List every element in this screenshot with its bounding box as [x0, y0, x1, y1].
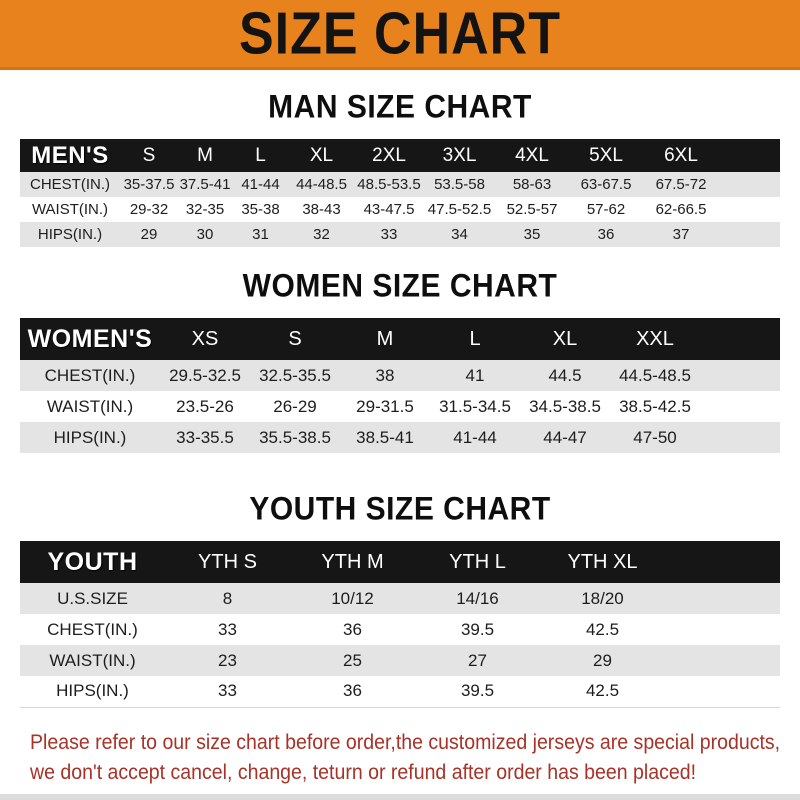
filler-cell — [665, 614, 780, 645]
filler-cell — [665, 676, 780, 707]
row-label: HIPS(IN.) — [37, 226, 103, 243]
men-header-row — [20, 139, 780, 172]
column-header: XL — [309, 144, 334, 166]
column-header: YTH L — [449, 550, 506, 573]
women-corner-label: WOMEN'S — [27, 324, 153, 353]
women-section-heading: WOMEN SIZE CHART — [242, 268, 558, 305]
women-size-table — [20, 318, 780, 453]
filler-cell — [700, 360, 780, 391]
table-cell: 33 — [218, 619, 237, 639]
column-header: 3XL — [442, 144, 477, 166]
table-cell: 63-67.5 — [580, 176, 632, 193]
table-cell: 29.5-32.5 — [169, 365, 241, 385]
youth-corner-label: YOUTH — [47, 547, 138, 576]
table-cell: 38 — [375, 365, 395, 385]
row-label: WAIST(IN.) — [49, 650, 136, 670]
row-label: WAIST(IN.) — [31, 201, 109, 218]
table-cell: 35.5-38.5 — [259, 427, 331, 447]
table-cell: 58-63 — [512, 176, 552, 193]
filler-cell — [700, 391, 780, 422]
table-cell: 38-43 — [302, 201, 341, 218]
column-header: M — [197, 144, 213, 166]
table-cell: 31 — [252, 226, 269, 243]
table-cell: 48.5-53.5 — [357, 176, 421, 193]
table-cell: 43-47.5 — [363, 201, 415, 218]
table-cell: 32.5-35.5 — [259, 365, 331, 385]
row-label: CHEST(IN.) — [44, 365, 136, 385]
table-row — [20, 197, 780, 222]
column-header: S — [288, 327, 302, 350]
table-cell: 14/16 — [456, 588, 499, 608]
women-size-chart-section — [0, 270, 800, 453]
table-row — [20, 645, 780, 676]
table-row — [20, 222, 780, 247]
filler-cell — [719, 172, 780, 197]
column-header: 4XL — [515, 144, 549, 166]
table-cell: 52.5-57 — [506, 201, 558, 218]
column-header: L — [469, 327, 481, 350]
column-header: L — [255, 144, 266, 166]
table-row — [20, 360, 780, 391]
table-row — [20, 583, 780, 614]
table-cell: 29-32 — [129, 201, 169, 218]
filler-cell — [719, 139, 780, 172]
youth-section-heading: YOUTH SIZE CHART — [249, 491, 551, 528]
table-cell: 29-31.5 — [356, 396, 414, 416]
table-cell: 33-35.5 — [176, 427, 234, 447]
table-cell: 38.5-42.5 — [619, 396, 691, 416]
table-cell: 36 — [343, 619, 362, 639]
table-cell: 30 — [196, 226, 214, 243]
table-cell: 25 — [343, 650, 362, 670]
table-cell: 35-38 — [241, 201, 280, 218]
table-row — [20, 676, 780, 707]
table-cell: 37.5-41 — [179, 176, 231, 193]
filler-cell — [665, 583, 780, 614]
column-header: 5XL — [589, 144, 623, 166]
table-cell: 34.5-38.5 — [529, 396, 601, 416]
filler-cell — [700, 422, 780, 453]
table-cell: 32 — [313, 226, 330, 243]
order-policy-note-line2: we don't accept cancel, change, teturn or refund after order has been placed! — [30, 760, 697, 784]
youth-size-table — [20, 541, 780, 708]
table-cell: 41-44 — [241, 176, 280, 193]
filler-cell — [700, 318, 780, 360]
row-label: WAIST(IN.) — [46, 396, 134, 416]
table-cell: 23 — [218, 650, 237, 670]
table-cell: 42.5 — [585, 619, 620, 639]
table-row — [20, 614, 780, 645]
filler-cell — [719, 222, 780, 247]
page-title: SIZE CHART — [239, 0, 561, 67]
women-header-row — [20, 318, 780, 360]
table-cell: 44-47 — [543, 427, 587, 447]
table-cell: 44.5-48.5 — [619, 365, 691, 385]
row-label: CHEST(IN.) — [47, 619, 138, 639]
table-cell: 38.5-41 — [356, 427, 414, 447]
table-cell: 10/12 — [331, 588, 374, 608]
column-header: XS — [191, 327, 219, 350]
table-cell: 29 — [140, 226, 158, 243]
men-size-table — [20, 139, 780, 247]
column-header: S — [142, 144, 156, 166]
table-cell: 36 — [597, 226, 615, 243]
table-cell: 39.5 — [460, 619, 495, 639]
table-cell: 53.5-58 — [434, 176, 485, 193]
row-label: HIPS(IN.) — [56, 681, 129, 701]
table-cell: 47.5-52.5 — [427, 201, 492, 218]
men-corner-label: MEN'S — [31, 141, 109, 169]
table-cell: 8 — [222, 588, 233, 608]
table-cell: 67.5-72 — [655, 176, 707, 193]
column-header: XL — [552, 327, 578, 350]
filler-cell — [719, 197, 780, 222]
column-header: YTH XL — [567, 550, 638, 573]
column-header: 6XL — [664, 144, 698, 166]
column-header: XXL — [636, 327, 674, 350]
title-banner — [0, 0, 800, 70]
table-cell: 36 — [343, 681, 362, 701]
table-cell: 33 — [218, 681, 237, 701]
table-cell: 57-62 — [586, 201, 626, 218]
table-cell: 35-37.5 — [123, 176, 175, 193]
table-cell: 44.5 — [548, 365, 582, 385]
table-cell: 23.5-26 — [176, 396, 234, 416]
table-cell: 44-48.5 — [296, 176, 347, 193]
order-policy-note-line1: Please refer to our size chart before order,the customized jerseys are special products, — [30, 730, 781, 754]
table-cell: 41-44 — [453, 427, 497, 447]
table-cell: 18/20 — [581, 588, 624, 608]
table-cell: 37 — [672, 226, 690, 243]
filler-cell — [665, 645, 780, 676]
table-cell: 33 — [380, 226, 398, 243]
table-cell: 35 — [523, 226, 541, 243]
table-cell: 27 — [468, 650, 487, 670]
column-header: 2XL — [372, 144, 406, 166]
row-label: CHEST(IN.) — [30, 176, 110, 193]
table-cell: 29 — [593, 650, 612, 670]
table-cell: 31.5-34.5 — [439, 396, 511, 416]
row-label: U.S.SIZE — [57, 588, 128, 608]
men-size-chart-section — [0, 91, 800, 247]
youth-header-row — [20, 541, 780, 583]
column-header: YTH M — [321, 550, 384, 573]
table-cell: 62-66.5 — [655, 201, 707, 218]
table-cell: 47-50 — [633, 427, 677, 447]
table-cell: 39.5 — [460, 681, 495, 701]
table-cell: 42.5 — [585, 681, 620, 701]
men-section-heading: MAN SIZE CHART — [268, 89, 532, 126]
order-policy-note — [30, 728, 781, 788]
bottom-edge-strip — [0, 794, 800, 800]
table-cell: 34 — [451, 226, 468, 243]
table-row — [20, 172, 780, 197]
table-row — [20, 391, 780, 422]
table-cell: 32-35 — [185, 201, 225, 218]
column-header: M — [376, 327, 394, 350]
column-header: YTH S — [198, 550, 257, 573]
table-cell: 41 — [465, 365, 485, 385]
table-row — [20, 422, 780, 453]
filler-cell — [665, 541, 780, 583]
table-cell: 26-29 — [273, 396, 317, 416]
youth-size-chart-section — [0, 493, 800, 708]
row-label: HIPS(IN.) — [53, 427, 127, 447]
